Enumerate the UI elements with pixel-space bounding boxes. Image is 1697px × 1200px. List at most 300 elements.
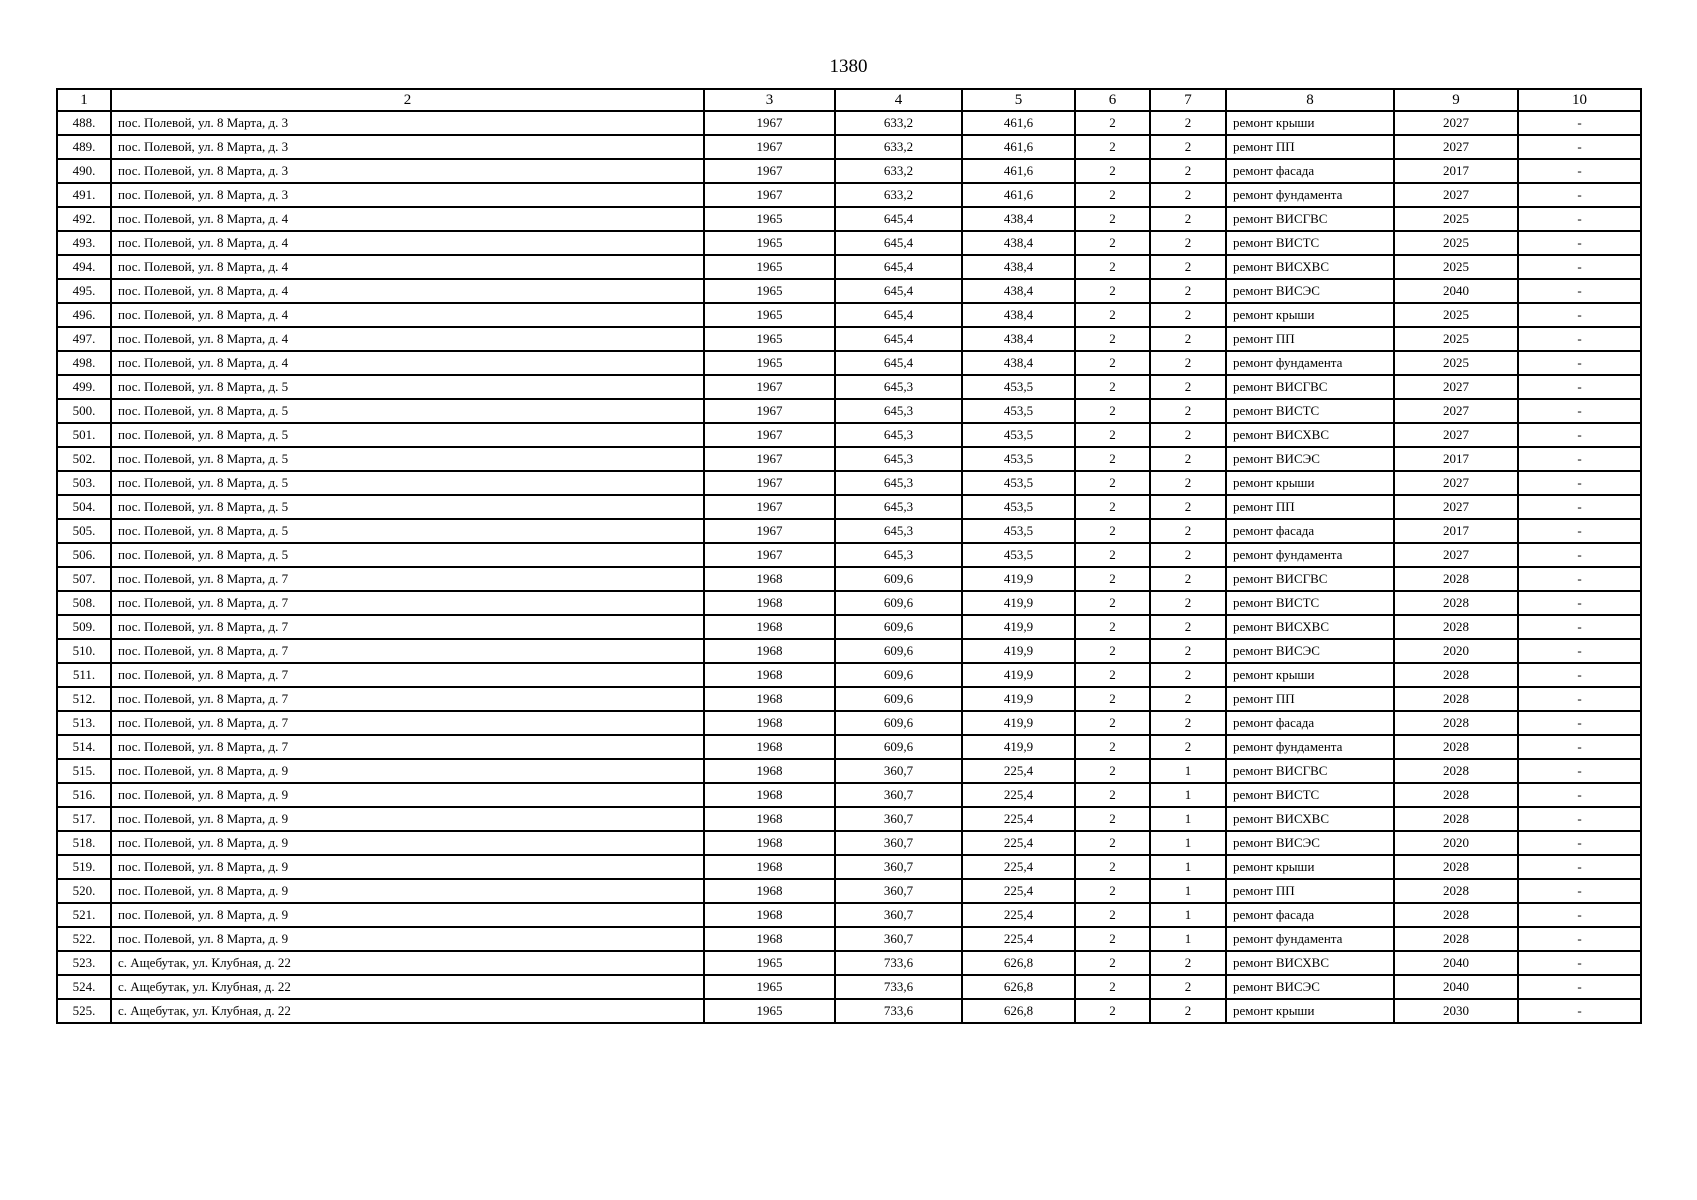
address-cell: с. Ащебутак, ул. Клубная, д. 22 — [111, 951, 704, 975]
build-year-cell: 1967 — [704, 447, 835, 471]
note-cell: - — [1518, 231, 1641, 255]
entrances-cell: 2 — [1150, 399, 1226, 423]
work-type-cell: ремонт ПП — [1226, 327, 1394, 351]
table-row — [57, 855, 1641, 879]
note-cell: - — [1518, 327, 1641, 351]
address-cell: пос. Полевой, ул. 8 Марта, д. 5 — [111, 543, 704, 567]
floors-cell: 2 — [1075, 159, 1150, 183]
floors-cell: 2 — [1075, 879, 1150, 903]
living-area-cell: 438,4 — [962, 207, 1075, 231]
living-area-cell: 453,5 — [962, 375, 1075, 399]
column-header-9: 9 — [1394, 89, 1518, 111]
address-cell: пос. Полевой, ул. 8 Марта, д. 9 — [111, 831, 704, 855]
entrances-cell: 1 — [1150, 831, 1226, 855]
address-cell: пос. Полевой, ул. 8 Марта, д. 4 — [111, 231, 704, 255]
table-row — [57, 999, 1641, 1023]
work-type-cell: ремонт фундамента — [1226, 927, 1394, 951]
work-type-cell: ремонт фасада — [1226, 519, 1394, 543]
living-area-cell: 626,8 — [962, 975, 1075, 999]
note-cell: - — [1518, 663, 1641, 687]
floors-cell: 2 — [1075, 423, 1150, 447]
total-area-cell: 633,2 — [835, 183, 962, 207]
row-number-cell: 503. — [57, 471, 111, 495]
build-year-cell: 1968 — [704, 759, 835, 783]
living-area-cell: 461,6 — [962, 135, 1075, 159]
living-area-cell: 419,9 — [962, 711, 1075, 735]
total-area-cell: 633,2 — [835, 135, 962, 159]
build-year-cell: 1967 — [704, 159, 835, 183]
living-area-cell: 225,4 — [962, 855, 1075, 879]
note-cell: - — [1518, 639, 1641, 663]
column-header-3: 3 — [704, 89, 835, 111]
planned-year-cell: 2020 — [1394, 831, 1518, 855]
column-header-2: 2 — [111, 89, 704, 111]
entrances-cell: 2 — [1150, 639, 1226, 663]
living-area-cell: 438,4 — [962, 351, 1075, 375]
total-area-cell: 609,6 — [835, 591, 962, 615]
floors-cell: 2 — [1075, 327, 1150, 351]
floors-cell: 2 — [1075, 303, 1150, 327]
address-cell: пос. Полевой, ул. 8 Марта, д. 5 — [111, 495, 704, 519]
floors-cell: 2 — [1075, 639, 1150, 663]
floors-cell: 2 — [1075, 135, 1150, 159]
entrances-cell: 1 — [1150, 903, 1226, 927]
address-cell: пос. Полевой, ул. 8 Марта, д. 3 — [111, 159, 704, 183]
entrances-cell: 2 — [1150, 279, 1226, 303]
address-cell: пос. Полевой, ул. 8 Марта, д. 3 — [111, 111, 704, 135]
note-cell: - — [1518, 447, 1641, 471]
build-year-cell: 1967 — [704, 111, 835, 135]
row-number-cell: 524. — [57, 975, 111, 999]
work-type-cell: ремонт ВИСХВС — [1226, 807, 1394, 831]
planned-year-cell: 2040 — [1394, 279, 1518, 303]
living-area-cell: 419,9 — [962, 567, 1075, 591]
note-cell: - — [1518, 759, 1641, 783]
planned-year-cell: 2017 — [1394, 519, 1518, 543]
floors-cell: 2 — [1075, 687, 1150, 711]
total-area-cell: 733,6 — [835, 951, 962, 975]
floors-cell: 2 — [1075, 711, 1150, 735]
total-area-cell: 609,6 — [835, 735, 962, 759]
total-area-cell: 609,6 — [835, 663, 962, 687]
row-number-cell: 518. — [57, 831, 111, 855]
table-row — [57, 447, 1641, 471]
note-cell: - — [1518, 399, 1641, 423]
table-row — [57, 831, 1641, 855]
floors-cell: 2 — [1075, 183, 1150, 207]
work-type-cell: ремонт ВИСХВС — [1226, 423, 1394, 447]
living-area-cell: 453,5 — [962, 471, 1075, 495]
note-cell: - — [1518, 111, 1641, 135]
build-year-cell: 1965 — [704, 951, 835, 975]
planned-year-cell: 2025 — [1394, 255, 1518, 279]
page-number: 1380 — [829, 56, 868, 77]
total-area-cell: 360,7 — [835, 927, 962, 951]
work-type-cell: ремонт крыши — [1226, 999, 1394, 1023]
row-number-cell: 506. — [57, 543, 111, 567]
row-number-cell: 512. — [57, 687, 111, 711]
address-cell: пос. Полевой, ул. 8 Марта, д. 5 — [111, 519, 704, 543]
planned-year-cell: 2028 — [1394, 783, 1518, 807]
total-area-cell: 360,7 — [835, 759, 962, 783]
work-type-cell: ремонт фундамента — [1226, 543, 1394, 567]
floors-cell: 2 — [1075, 399, 1150, 423]
table-row — [57, 543, 1641, 567]
floors-cell: 2 — [1075, 375, 1150, 399]
note-cell: - — [1518, 255, 1641, 279]
table-row — [57, 423, 1641, 447]
floors-cell: 2 — [1075, 471, 1150, 495]
living-area-cell: 419,9 — [962, 735, 1075, 759]
living-area-cell: 419,9 — [962, 639, 1075, 663]
table-row — [57, 231, 1641, 255]
row-number-cell: 504. — [57, 495, 111, 519]
total-area-cell: 645,4 — [835, 255, 962, 279]
table-body — [57, 111, 1641, 1023]
planned-year-cell: 2030 — [1394, 999, 1518, 1023]
living-area-cell: 438,4 — [962, 327, 1075, 351]
table-row — [57, 687, 1641, 711]
table-row — [57, 255, 1641, 279]
planned-year-cell: 2027 — [1394, 399, 1518, 423]
entrances-cell: 2 — [1150, 231, 1226, 255]
address-cell: пос. Полевой, ул. 8 Марта, д. 7 — [111, 591, 704, 615]
living-area-cell: 419,9 — [962, 615, 1075, 639]
table-row — [57, 591, 1641, 615]
entrances-cell: 2 — [1150, 951, 1226, 975]
table-row — [57, 351, 1641, 375]
living-area-cell: 453,5 — [962, 519, 1075, 543]
entrances-cell: 2 — [1150, 183, 1226, 207]
note-cell: - — [1518, 543, 1641, 567]
entrances-cell: 1 — [1150, 879, 1226, 903]
living-area-cell: 225,4 — [962, 879, 1075, 903]
note-cell: - — [1518, 159, 1641, 183]
floors-cell: 2 — [1075, 615, 1150, 639]
address-cell: пос. Полевой, ул. 8 Марта, д. 7 — [111, 615, 704, 639]
total-area-cell: 360,7 — [835, 831, 962, 855]
floors-cell: 2 — [1075, 519, 1150, 543]
floors-cell: 2 — [1075, 903, 1150, 927]
planned-year-cell: 2040 — [1394, 951, 1518, 975]
address-cell: пос. Полевой, ул. 8 Марта, д. 4 — [111, 279, 704, 303]
row-number-cell: 520. — [57, 879, 111, 903]
note-cell: - — [1518, 591, 1641, 615]
row-number-cell: 492. — [57, 207, 111, 231]
planned-year-cell: 2020 — [1394, 639, 1518, 663]
floors-cell: 2 — [1075, 207, 1150, 231]
entrances-cell: 2 — [1150, 591, 1226, 615]
column-header-5: 5 — [962, 89, 1075, 111]
build-year-cell: 1967 — [704, 543, 835, 567]
table-row — [57, 183, 1641, 207]
total-area-cell: 645,3 — [835, 471, 962, 495]
floors-cell: 2 — [1075, 567, 1150, 591]
living-area-cell: 453,5 — [962, 543, 1075, 567]
floors-cell: 2 — [1075, 783, 1150, 807]
column-header-10: 10 — [1518, 89, 1641, 111]
row-number-cell: 517. — [57, 807, 111, 831]
address-cell: пос. Полевой, ул. 8 Марта, д. 3 — [111, 183, 704, 207]
build-year-cell: 1968 — [704, 735, 835, 759]
floors-cell: 2 — [1075, 759, 1150, 783]
floors-cell: 2 — [1075, 231, 1150, 255]
planned-year-cell: 2025 — [1394, 327, 1518, 351]
build-year-cell: 1967 — [704, 183, 835, 207]
planned-year-cell: 2028 — [1394, 855, 1518, 879]
build-year-cell: 1968 — [704, 807, 835, 831]
planned-year-cell: 2028 — [1394, 807, 1518, 831]
row-number-cell: 519. — [57, 855, 111, 879]
note-cell: - — [1518, 207, 1641, 231]
note-cell: - — [1518, 951, 1641, 975]
work-type-cell: ремонт фасада — [1226, 903, 1394, 927]
row-number-cell: 515. — [57, 759, 111, 783]
planned-year-cell: 2028 — [1394, 759, 1518, 783]
total-area-cell: 360,7 — [835, 903, 962, 927]
address-cell: пос. Полевой, ул. 8 Марта, д. 4 — [111, 351, 704, 375]
living-area-cell: 453,5 — [962, 495, 1075, 519]
planned-year-cell: 2040 — [1394, 975, 1518, 999]
living-area-cell: 626,8 — [962, 999, 1075, 1023]
floors-cell: 2 — [1075, 351, 1150, 375]
note-cell: - — [1518, 495, 1641, 519]
row-number-cell: 509. — [57, 615, 111, 639]
address-cell: пос. Полевой, ул. 8 Марта, д. 5 — [111, 423, 704, 447]
living-area-cell: 225,4 — [962, 903, 1075, 927]
planned-year-cell: 2028 — [1394, 735, 1518, 759]
address-cell: пос. Полевой, ул. 8 Марта, д. 7 — [111, 735, 704, 759]
work-type-cell: ремонт ВИСГВС — [1226, 759, 1394, 783]
table-row — [57, 759, 1641, 783]
address-cell: пос. Полевой, ул. 8 Марта, д. 9 — [111, 855, 704, 879]
note-cell: - — [1518, 615, 1641, 639]
table-row — [57, 207, 1641, 231]
planned-year-cell: 2027 — [1394, 471, 1518, 495]
entrances-cell: 2 — [1150, 495, 1226, 519]
planned-year-cell: 2017 — [1394, 159, 1518, 183]
build-year-cell: 1965 — [704, 255, 835, 279]
note-cell: - — [1518, 831, 1641, 855]
living-area-cell: 225,4 — [962, 807, 1075, 831]
row-number-cell: 505. — [57, 519, 111, 543]
build-year-cell: 1968 — [704, 663, 835, 687]
entrances-cell: 2 — [1150, 351, 1226, 375]
entrances-cell: 2 — [1150, 567, 1226, 591]
row-number-cell: 516. — [57, 783, 111, 807]
entrances-cell: 2 — [1150, 543, 1226, 567]
build-year-cell: 1965 — [704, 975, 835, 999]
planned-year-cell: 2025 — [1394, 231, 1518, 255]
total-area-cell: 645,4 — [835, 303, 962, 327]
entrances-cell: 2 — [1150, 471, 1226, 495]
row-number-cell: 514. — [57, 735, 111, 759]
row-number-cell: 499. — [57, 375, 111, 399]
repair-schedule-table — [56, 88, 1642, 1024]
living-area-cell: 453,5 — [962, 423, 1075, 447]
note-cell: - — [1518, 375, 1641, 399]
total-area-cell: 633,2 — [835, 159, 962, 183]
work-type-cell: ремонт фасада — [1226, 159, 1394, 183]
planned-year-cell: 2027 — [1394, 423, 1518, 447]
entrances-cell: 2 — [1150, 159, 1226, 183]
build-year-cell: 1967 — [704, 471, 835, 495]
floors-cell: 2 — [1075, 255, 1150, 279]
row-number-cell: 522. — [57, 927, 111, 951]
total-area-cell: 645,4 — [835, 207, 962, 231]
work-type-cell: ремонт ВИСЭС — [1226, 975, 1394, 999]
total-area-cell: 609,6 — [835, 639, 962, 663]
row-number-cell: 507. — [57, 567, 111, 591]
table-row — [57, 375, 1641, 399]
planned-year-cell: 2028 — [1394, 903, 1518, 927]
work-type-cell: ремонт ВИСХВС — [1226, 615, 1394, 639]
entrances-cell: 1 — [1150, 855, 1226, 879]
floors-cell: 2 — [1075, 831, 1150, 855]
work-type-cell: ремонт ВИСХВС — [1226, 951, 1394, 975]
work-type-cell: ремонт ВИСЭС — [1226, 447, 1394, 471]
work-type-cell: ремонт ВИСТС — [1226, 399, 1394, 423]
address-cell: пос. Полевой, ул. 8 Марта, д. 3 — [111, 135, 704, 159]
entrances-cell: 2 — [1150, 735, 1226, 759]
table-row — [57, 471, 1641, 495]
table-row — [57, 279, 1641, 303]
note-cell: - — [1518, 927, 1641, 951]
build-year-cell: 1965 — [704, 351, 835, 375]
floors-cell: 2 — [1075, 447, 1150, 471]
row-number-cell: 489. — [57, 135, 111, 159]
planned-year-cell: 2028 — [1394, 687, 1518, 711]
build-year-cell: 1967 — [704, 375, 835, 399]
entrances-cell: 2 — [1150, 327, 1226, 351]
build-year-cell: 1968 — [704, 879, 835, 903]
row-number-cell: 496. — [57, 303, 111, 327]
note-cell: - — [1518, 975, 1641, 999]
table-row — [57, 735, 1641, 759]
build-year-cell: 1967 — [704, 519, 835, 543]
floors-cell: 2 — [1075, 591, 1150, 615]
table-row — [57, 903, 1641, 927]
address-cell: пос. Полевой, ул. 8 Марта, д. 9 — [111, 807, 704, 831]
table-row — [57, 879, 1641, 903]
build-year-cell: 1967 — [704, 399, 835, 423]
work-type-cell: ремонт ВИСГВС — [1226, 207, 1394, 231]
table-row — [57, 783, 1641, 807]
table-row — [57, 159, 1641, 183]
column-header-8: 8 — [1226, 89, 1394, 111]
floors-cell: 2 — [1075, 663, 1150, 687]
row-number-cell: 523. — [57, 951, 111, 975]
floors-cell: 2 — [1075, 111, 1150, 135]
planned-year-cell: 2027 — [1394, 111, 1518, 135]
build-year-cell: 1967 — [704, 495, 835, 519]
floors-cell: 2 — [1075, 855, 1150, 879]
total-area-cell: 645,3 — [835, 495, 962, 519]
row-number-cell: 495. — [57, 279, 111, 303]
column-header-7: 7 — [1150, 89, 1226, 111]
work-type-cell: ремонт фундамента — [1226, 183, 1394, 207]
living-area-cell: 453,5 — [962, 399, 1075, 423]
total-area-cell: 645,3 — [835, 399, 962, 423]
row-number-cell: 490. — [57, 159, 111, 183]
row-number-cell: 488. — [57, 111, 111, 135]
work-type-cell: ремонт ВИСТС — [1226, 783, 1394, 807]
living-area-cell: 461,6 — [962, 159, 1075, 183]
entrances-cell: 2 — [1150, 303, 1226, 327]
living-area-cell: 419,9 — [962, 687, 1075, 711]
note-cell: - — [1518, 855, 1641, 879]
work-type-cell: ремонт ВИСГВС — [1226, 567, 1394, 591]
entrances-cell: 2 — [1150, 999, 1226, 1023]
total-area-cell: 645,3 — [835, 447, 962, 471]
table-row — [57, 663, 1641, 687]
address-cell: пос. Полевой, ул. 8 Марта, д. 9 — [111, 759, 704, 783]
total-area-cell: 609,6 — [835, 615, 962, 639]
row-number-cell: 501. — [57, 423, 111, 447]
table-row — [57, 639, 1641, 663]
work-type-cell: ремонт ПП — [1226, 879, 1394, 903]
row-number-cell: 508. — [57, 591, 111, 615]
entrances-cell: 1 — [1150, 759, 1226, 783]
living-area-cell: 626,8 — [962, 951, 1075, 975]
column-header-6: 6 — [1075, 89, 1150, 111]
build-year-cell: 1968 — [704, 831, 835, 855]
build-year-cell: 1968 — [704, 687, 835, 711]
living-area-cell: 438,4 — [962, 255, 1075, 279]
row-number-cell: 525. — [57, 999, 111, 1023]
address-cell: пос. Полевой, ул. 8 Марта, д. 4 — [111, 327, 704, 351]
note-cell: - — [1518, 303, 1641, 327]
entrances-cell: 2 — [1150, 135, 1226, 159]
row-number-cell: 494. — [57, 255, 111, 279]
living-area-cell: 453,5 — [962, 447, 1075, 471]
entrances-cell: 1 — [1150, 927, 1226, 951]
work-type-cell: ремонт крыши — [1226, 303, 1394, 327]
work-type-cell: ремонт ВИСТС — [1226, 591, 1394, 615]
table-row — [57, 807, 1641, 831]
total-area-cell: 733,6 — [835, 999, 962, 1023]
address-cell: пос. Полевой, ул. 8 Марта, д. 5 — [111, 447, 704, 471]
total-area-cell: 360,7 — [835, 783, 962, 807]
address-cell: пос. Полевой, ул. 8 Марта, д. 9 — [111, 903, 704, 927]
note-cell: - — [1518, 471, 1641, 495]
work-type-cell: ремонт фасада — [1226, 711, 1394, 735]
note-cell: - — [1518, 711, 1641, 735]
row-number-cell: 502. — [57, 447, 111, 471]
entrances-cell: 2 — [1150, 111, 1226, 135]
build-year-cell: 1968 — [704, 783, 835, 807]
work-type-cell: ремонт ВИСТС — [1226, 231, 1394, 255]
entrances-cell: 2 — [1150, 255, 1226, 279]
address-cell: пос. Полевой, ул. 8 Марта, д. 4 — [111, 207, 704, 231]
total-area-cell: 360,7 — [835, 879, 962, 903]
address-cell: с. Ащебутак, ул. Клубная, д. 22 — [111, 975, 704, 999]
address-cell: с. Ащебутак, ул. Клубная, д. 22 — [111, 999, 704, 1023]
planned-year-cell: 2025 — [1394, 207, 1518, 231]
entrances-cell: 2 — [1150, 423, 1226, 447]
floors-cell: 2 — [1075, 807, 1150, 831]
address-cell: пос. Полевой, ул. 8 Марта, д. 7 — [111, 567, 704, 591]
build-year-cell: 1968 — [704, 615, 835, 639]
work-type-cell: ремонт крыши — [1226, 111, 1394, 135]
note-cell: - — [1518, 687, 1641, 711]
floors-cell: 2 — [1075, 543, 1150, 567]
entrances-cell: 2 — [1150, 687, 1226, 711]
table-row — [57, 111, 1641, 135]
row-number-cell: 521. — [57, 903, 111, 927]
planned-year-cell: 2028 — [1394, 663, 1518, 687]
column-header-4: 4 — [835, 89, 962, 111]
